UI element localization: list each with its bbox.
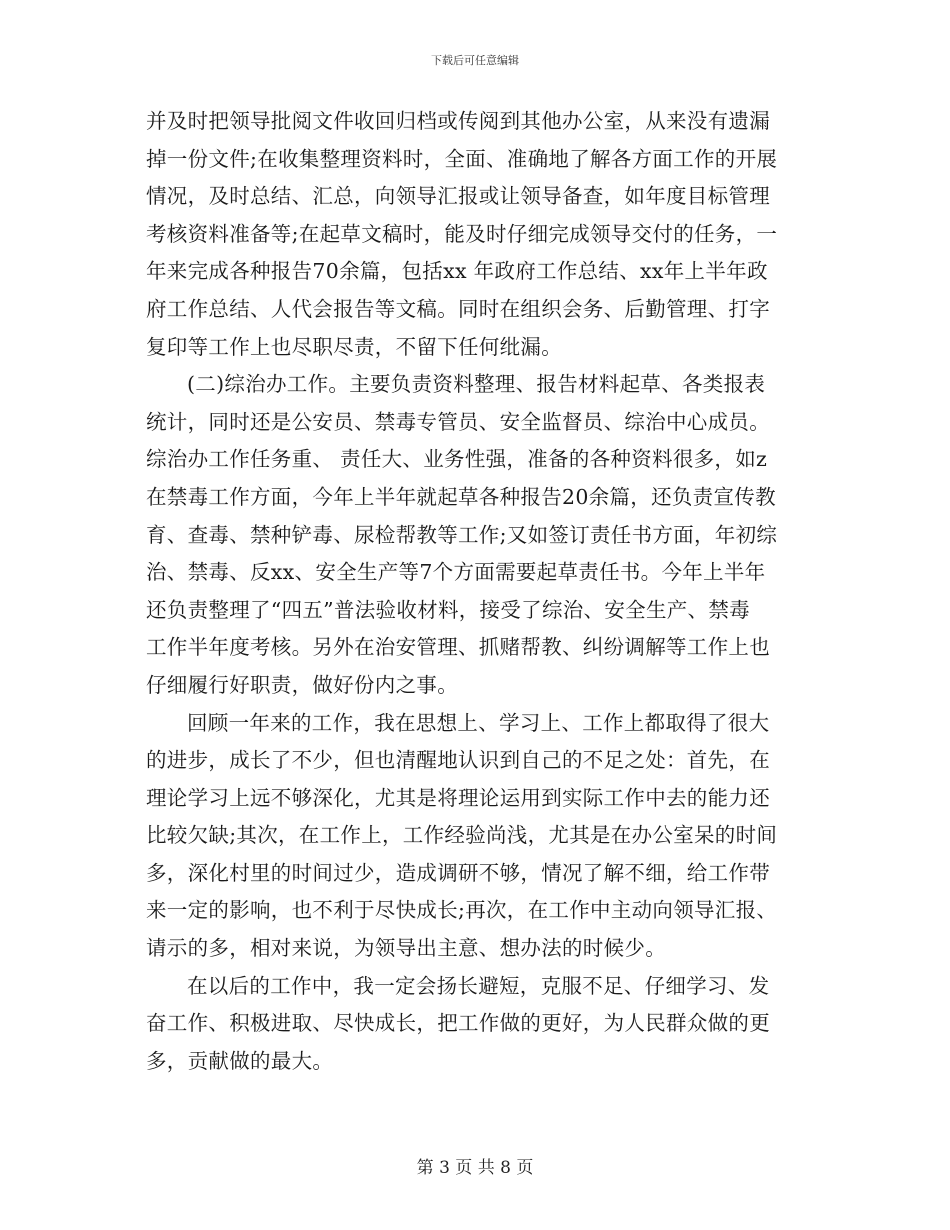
body-line: 掉一份文件;在收集整理资料时，全面、准确地了解各方面工作的开展: [146, 146, 778, 171]
body-line: 并及时把领导批阅文件收回归档或传阅到其他办公室，从来没有遗漏: [146, 109, 770, 133]
body-line: 府工作总结、人代会报告等文稿。同时在组织会务、后勤管理、打字: [146, 296, 770, 321]
body-line: 仔细履行好职责，做好份内之事。: [146, 672, 458, 697]
body-line: 还负责整理了“四五”普法验收材料，接受了综治、安全生产、禁毒: [146, 597, 750, 622]
body-line: 情况，及时总结、汇总，向领导汇报或让领导备查，如年度目标管理: [146, 184, 770, 209]
body-line: 治、禁毒、反xx、安全生产等7个方面需要起草责任书。今年上半年: [146, 560, 766, 585]
body-line: 来一定的影响，也不利于尽快成长;再次，在工作中主动向领导汇报、: [146, 898, 778, 923]
body-line: 育、查毒、禁种铲毒、尿检帮教等工作;又如签订责任书方面，年初综: [146, 522, 778, 547]
body-line: 比较欠缺;其次，在工作上，工作经验尚浅，尤其是在办公室呆的时间: [146, 823, 778, 848]
body-line: 理论学习上远不够深化，尤其是将理论运用到实际工作中去的能力还: [146, 785, 770, 810]
body-line: 多，贡献做的最大。: [146, 1048, 334, 1073]
body-line: 考核资料准备等;在起草文稿时，能及时仔细完成领导交付的任务，一: [146, 221, 778, 246]
body-line: 的进步，成长了不少，但也清醒地认识到自己的不足之处：首先，在: [146, 748, 770, 773]
body-line: 请示的多，相对来说，为领导出主意、想办法的时候少。: [146, 936, 666, 961]
body-line: 综治办工作任务重、 责任大、业务性强，准备的各种资料很多，如z: [146, 447, 768, 472]
page-header: 下载后可任意编辑: [431, 54, 519, 67]
body-line: 在禁毒工作方面，今年上半年就起草各种报告20余篇，还负责宣传教: [146, 484, 776, 509]
paragraph-start-line: 回顾一年来的工作，我在思想上、学习上、工作上都取得了很大: [187, 710, 770, 735]
page-number-footer: 第 3 页 共 8 页: [416, 1158, 534, 1178]
paragraph-start-line: (二)综治办工作。主要负责资料整理、报告材料起草、各类报表: [187, 372, 766, 397]
body-line: 统计，同时还是公安员、禁毒专管员、安全监督员、综治中心成员。: [146, 409, 770, 434]
body-line: 多，深化村里的时间过少，造成调研不够，情况了解不细，给工作带: [146, 860, 770, 885]
paragraph-start-line: 在以后的工作中，我一定会扬长避短，克服不足、仔细学习、发: [187, 973, 770, 998]
body-line: 复印等工作上也尽职尽责，不留下任何纰漏。: [146, 334, 562, 359]
document-body: [146, 103, 806, 1080]
body-line: 工作半年度考核。另外在治安管理、抓赌帮教、纠纷调解等工作上也: [146, 635, 770, 660]
body-line: 年来完成各种报告70余篇，包括xx 年政府工作总结、xx年上半年政: [146, 259, 768, 284]
body-line: 奋工作、积极进取、尽快成长，把工作做的更好，为人民群众做的更: [146, 1011, 770, 1036]
